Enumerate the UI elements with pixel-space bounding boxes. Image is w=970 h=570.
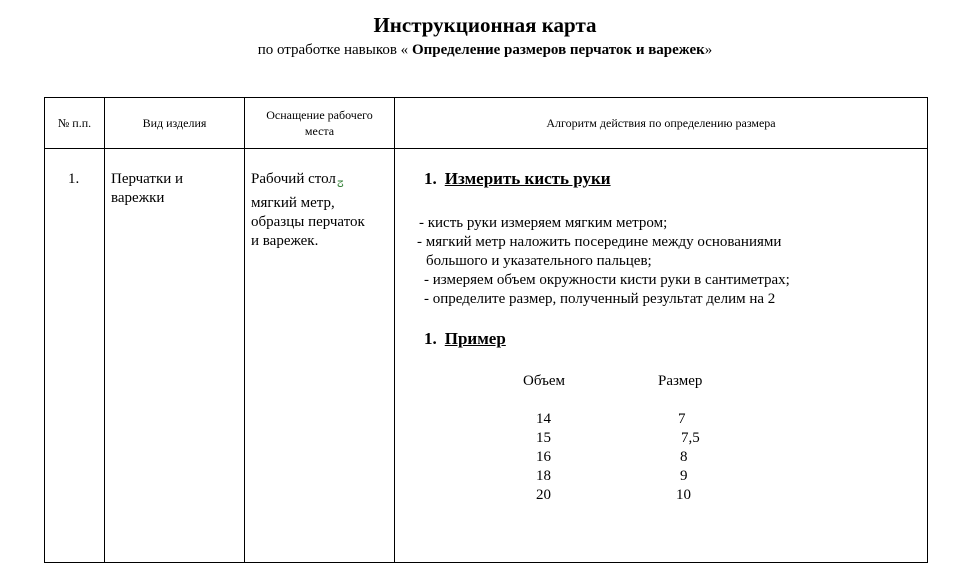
- spellcheck-mark: ⵒ: [336, 179, 344, 189]
- section-title: Пример: [444, 329, 506, 348]
- equipment-line: и варежек.: [251, 233, 319, 249]
- header-divider: [45, 148, 927, 149]
- algorithm-step: - мягкий метр наложить посередине между основаниями: [417, 234, 782, 250]
- section-title: Измерить кисть руки: [444, 169, 611, 188]
- example-value: 18: [536, 468, 551, 484]
- page-subtitle: [0, 40, 970, 60]
- algorithm-step: - определите размер, полученный результат делим на 2: [424, 291, 776, 307]
- example-value: 7: [678, 411, 686, 427]
- section-number: 1.: [424, 329, 437, 348]
- equipment-line: мягкий метр,: [251, 195, 335, 211]
- column-header-algorithm: Алгоритм действия по определению размера: [546, 116, 776, 130]
- item-line: Перчатки и: [111, 171, 184, 187]
- example-value: 7,5: [681, 430, 700, 446]
- algorithm-step: - измеряем объем окружности кисти руки в сантиметрах;: [424, 272, 790, 288]
- page-title: Инструкционная карта: [373, 13, 597, 37]
- example-size-column: [658, 372, 738, 505]
- column-divider: [104, 98, 105, 562]
- equipment-line: Рабочий столⵒ: [251, 170, 365, 194]
- section-number: 1.: [424, 169, 437, 188]
- subtitle-topic: Определение размеров перчаток и варежек: [411, 42, 705, 58]
- item-line: варежки: [111, 190, 165, 206]
- algorithm-step: - кисть руки измеряем мягким метром;: [419, 215, 668, 231]
- instruction-table: [44, 97, 928, 563]
- example-value: 20: [536, 487, 551, 503]
- column-header-item: Вид изделия: [142, 116, 207, 130]
- example-column-header: Размер: [658, 373, 703, 389]
- subtitle-prefix: по отработке навыков «: [257, 42, 412, 58]
- subtitle-suffix: »: [704, 42, 713, 58]
- example-value: 16: [536, 449, 551, 465]
- example-value: 8: [680, 449, 688, 465]
- item-type: [111, 170, 183, 208]
- column-divider: [394, 98, 395, 562]
- column-header-number: № п.п.: [57, 116, 92, 130]
- example-volume-column: [523, 372, 593, 505]
- example-value: 10: [676, 487, 691, 503]
- example-value: 14: [536, 411, 551, 427]
- example-column-header: Объем: [523, 373, 565, 389]
- column-divider: [244, 98, 245, 562]
- row-number: 1.: [68, 171, 80, 187]
- example-value: 9: [680, 468, 688, 484]
- equipment-line: образцы перчаток: [251, 214, 365, 230]
- section-heading-example: [424, 329, 506, 349]
- algorithm-step: большого и указательного пальцев;: [426, 253, 652, 269]
- section-heading-measure: [424, 169, 611, 189]
- example-value: 15: [536, 430, 551, 446]
- equipment: [251, 170, 365, 251]
- column-header-equipment: Оснащение рабочего места: [266, 108, 373, 138]
